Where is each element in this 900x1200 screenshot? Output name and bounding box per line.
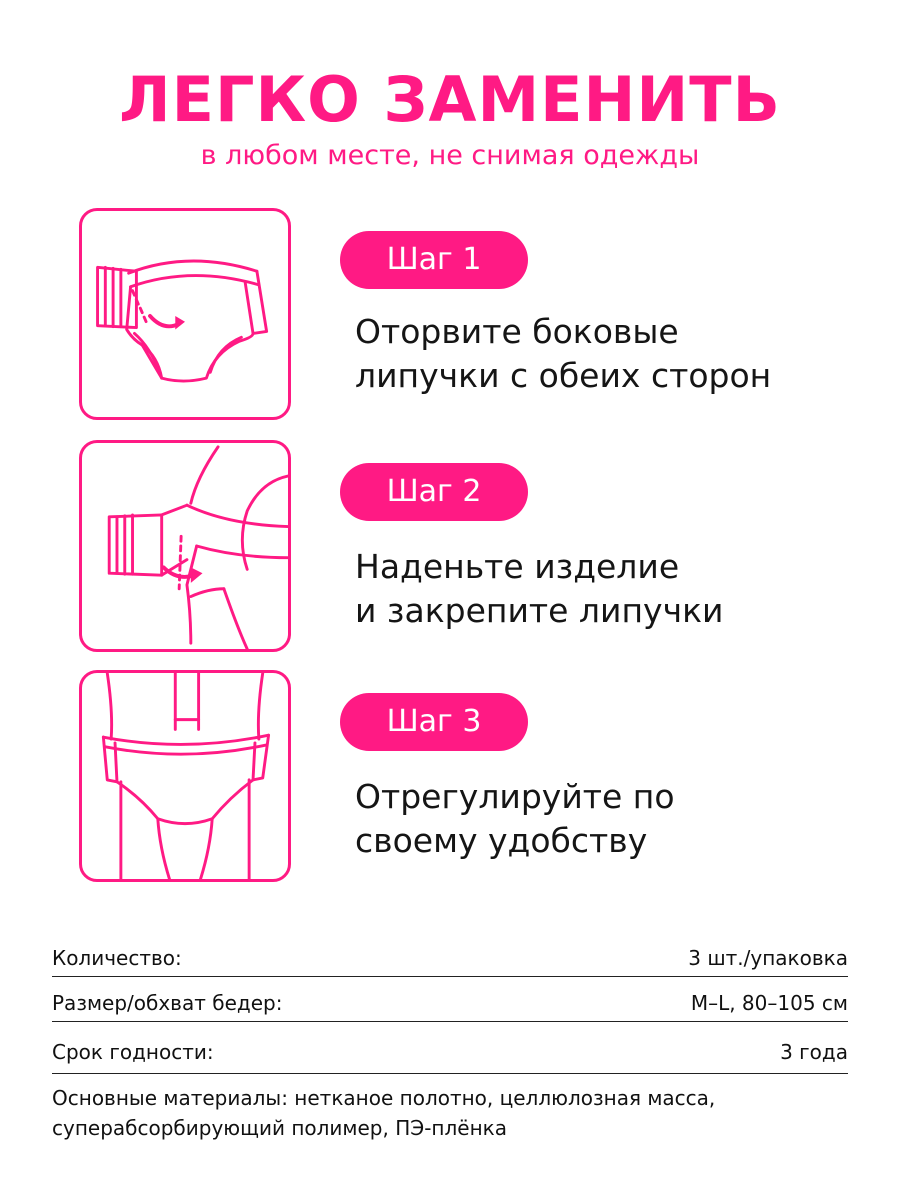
step-1-line-1: Оторвите боковые: [355, 312, 679, 351]
step-2-line-2: и закрепите липучки: [355, 591, 724, 630]
step-3-line-2: своему удобству: [355, 821, 648, 860]
divider: [52, 1021, 848, 1022]
step-1-badge: Шаг 1: [340, 231, 528, 289]
spec-value: M–L, 80–105 см: [690, 991, 848, 1015]
step-3-badge: Шаг 3: [340, 693, 528, 751]
page-title: ЛЕГКО ЗАМЕНИТЬ: [119, 63, 781, 136]
materials-line-1: Основные материалы: нетканое полотно, целлюлозная масса,: [52, 1086, 716, 1110]
step-3-description: [355, 775, 875, 863]
spec-row-shelf-life: [52, 1032, 848, 1072]
spec-value: 3 шт./упаковка: [688, 946, 848, 970]
divider: [52, 976, 848, 977]
spec-label: Размер/обхват бедер:: [52, 991, 283, 1015]
materials-line-2: суперабсорбирующий полимер, ПЭ-плёнка: [52, 1116, 508, 1140]
hip-fasten-icon: [79, 440, 291, 652]
step-2-line-1: Наденьте изделие: [355, 547, 680, 586]
divider: [52, 1073, 848, 1074]
spec-label: Срок годности:: [52, 1040, 214, 1064]
spec-label: Количество:: [52, 946, 182, 970]
body-adjust-icon: [79, 670, 291, 882]
briefs-tear-icon: [79, 208, 291, 420]
materials-text: [52, 1083, 848, 1143]
step-1-description: [355, 310, 875, 398]
step-2-badge: Шаг 2: [340, 463, 528, 521]
step-3-line-1: Отрегулируйте по: [355, 777, 675, 816]
spec-value: 3 года: [780, 1040, 848, 1064]
spec-row-size: [52, 983, 848, 1023]
spec-row-quantity: [52, 938, 848, 978]
page-subtitle: в любом месте, не снимая одежды: [200, 140, 700, 171]
step-1-line-2: липучки с обеих сторон: [355, 356, 772, 395]
step-2-description: [355, 545, 875, 633]
